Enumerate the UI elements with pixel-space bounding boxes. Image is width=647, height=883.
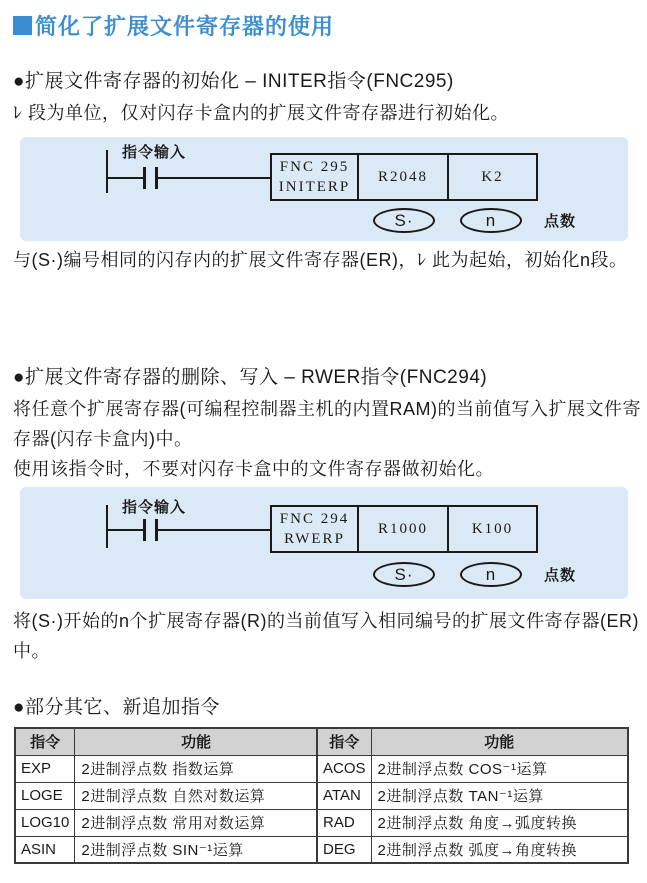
instruction-table-left [14, 727, 319, 864]
table-header-row [317, 728, 628, 755]
wire-segment [106, 177, 143, 179]
operand-n-cell: K2 [481, 169, 504, 185]
section1-outro: 与(S·)编号相同的闪存内的扩展文件寄存器(ER)，ﾚ 此为起始，初始化n段。 [13, 250, 628, 270]
points-label: 点数 [544, 567, 577, 584]
instruction-cell: RAD [317, 809, 371, 836]
instruction-cell: EXP [15, 755, 75, 782]
function-cell: 2进制浮点数 角度→弧度转换 [371, 809, 628, 836]
section3-heading: ●部分其它、新追加指令 [13, 697, 220, 718]
page-title-text: 简化了扩展文件寄存器的使用 [35, 14, 335, 39]
section2-para2: 使用该指令时，不要对闪存卡盒中的文件寄存器做初始化。 [13, 459, 494, 479]
function-cell: 2进制浮点数 SIN⁻¹运算 [75, 836, 318, 863]
wire-segment [158, 529, 271, 531]
fnc-cell [272, 507, 359, 551]
power-rail [106, 150, 108, 193]
instruction-cell: ATAN [317, 782, 371, 809]
points-label: 点数 [544, 213, 577, 230]
table-row [317, 782, 628, 809]
fnc-number: FNC 295 [279, 159, 350, 175]
instruction-cell: LOGE [15, 782, 75, 809]
ladder-diagram-rwer [20, 487, 628, 599]
function-cell: 2进制浮点数 COS⁻¹运算 [371, 755, 628, 782]
col-header-function: 功能 [371, 728, 628, 755]
section2-heading: ●扩展文件寄存器的删除、写入 – RWER指令(FNC294) [13, 367, 488, 388]
table-row [317, 836, 628, 863]
instruction-cell: ASIN [15, 836, 75, 863]
fnc-number: FNC 294 [279, 511, 350, 527]
operand-s-cell: R2048 [359, 155, 449, 199]
operand-n-cell: K100 [471, 521, 514, 537]
instruction-box [270, 153, 538, 201]
section2-outro: 将(S·)开始的n个扩展寄存器(R)的当前值写入相同编号的扩展文件寄存器(ER)中。 [13, 611, 639, 661]
instruction-table-right [316, 727, 629, 864]
contact-bar [143, 519, 146, 541]
section1-heading: ●扩展文件寄存器的初始化 – INITER指令(FNC295) [13, 71, 454, 92]
table-row [317, 809, 628, 836]
operand-s-cell: R1000 [359, 507, 449, 551]
instruction-box [270, 505, 538, 553]
page-title [13, 10, 334, 41]
col-header-function: 功能 [75, 728, 318, 755]
operand-n-oval: n [460, 208, 522, 233]
function-cell: 2进制浮点数 指数运算 [75, 755, 318, 782]
table-row [15, 755, 318, 782]
fnc-mnemonic: INITERP [278, 179, 351, 195]
function-cell: 2进制浮点数 TAN⁻¹运算 [371, 782, 628, 809]
ladder-diagram-initer [20, 137, 628, 241]
instruction-cell: ACOS [317, 755, 371, 782]
input-label: 指令输入 [122, 499, 187, 516]
table-row [15, 782, 318, 809]
table-header-row [15, 728, 318, 755]
instruction-cell: DEG [317, 836, 371, 863]
input-label: 指令输入 [122, 144, 187, 161]
section1-intro: ﾚ 段为单位，仅对闪存卡盒内的扩展文件寄存器进行初始化。 [13, 103, 509, 123]
fnc-mnemonic: RWERP [284, 531, 345, 547]
operand-n-oval: n [460, 562, 522, 587]
table-row [15, 836, 318, 863]
power-rail [106, 505, 108, 548]
fnc-cell [272, 155, 359, 199]
function-cell: 2进制浮点数 弧度→角度转换 [371, 836, 628, 863]
operand-s-oval: S· [373, 562, 435, 587]
table-row [15, 809, 318, 836]
col-header-instruction: 指令 [15, 728, 75, 755]
wire-segment [158, 177, 271, 179]
instruction-cell: LOG10 [15, 809, 75, 836]
section2-para1: 将任意个扩展寄存器(可编程控制器主机的内置RAM)的当前值写入扩展文件寄存器(闪存卡盒内)中。 [13, 399, 641, 449]
contact-bar [143, 167, 146, 189]
table-row [317, 755, 628, 782]
wire-segment [106, 529, 143, 531]
blue-square-icon [13, 16, 32, 35]
function-cell: 2进制浮点数 自然对数运算 [75, 782, 318, 809]
operand-s-oval: S· [373, 208, 435, 233]
function-cell: 2进制浮点数 常用对数运算 [75, 809, 318, 836]
col-header-instruction: 指令 [317, 728, 371, 755]
